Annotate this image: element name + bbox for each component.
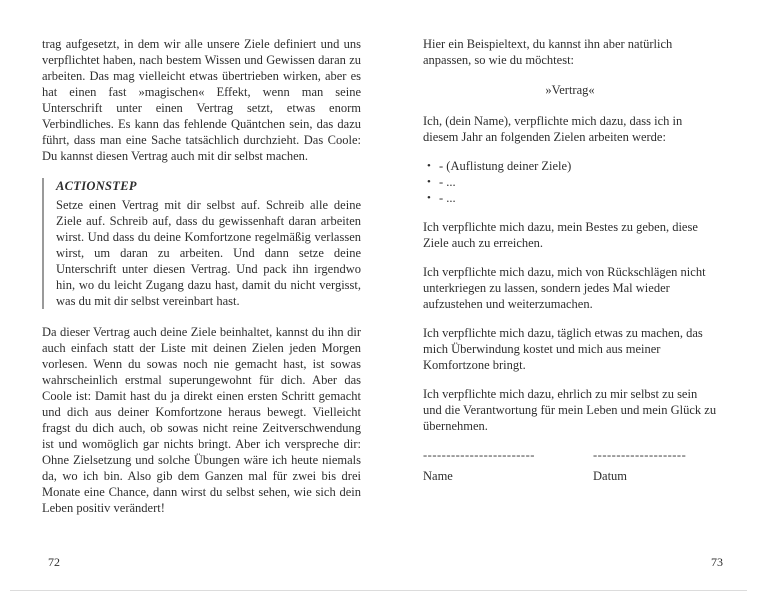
goal-item-text: - ... <box>439 175 456 189</box>
left-paragraph-2: Da dieser Vertrag auch deine Ziele beinhaltet, kannst du ihn dir auch einfach statt der Liste mit deinen Zielen jeden Morgen vorlesen. Wenn du sowas noch nie gemacht hast, ist sowas wahrscheinlich erstmal superungewohnt für dich. Aber das Coole ist: Damit hast du ja direkt einen ersten Schritt gemacht und dich aus deiner Komfortzone heraus bewegt. Vielleicht fragst du dich auch, ob sowas nicht reine Zeitverschwendung ist und womöglich gar nichts bringt. Aber ich verspreche dir: Ohne Zielsetzung und solche Übungen wäre ich heute niemals da, wo ich bin. Also gib dem Ganzen mal für zwei bis drei Monate eine Chance, dann wirst du selbst sehen, wie sich dein Leben positiv verändert! <box>42 325 361 515</box>
goal-item-text: - (Auflistung deiner Ziele) <box>439 159 572 173</box>
signature-name-column <box>423 447 593 484</box>
contract-paragraph-2: Ich verpflichte mich dazu, mein Bestes zu geben, diese Ziele auch zu erreichen. <box>423 220 698 250</box>
goal-list <box>423 158 717 206</box>
page-number-left: 72 <box>48 555 60 569</box>
signature-date-label: Datum <box>593 469 628 483</box>
contract-paragraph-5: Ich verpflichte mich dazu, ehrlich zu mir selbst zu sein und die Verantwortung für mein Leben und mein Glück zu übernehmen. <box>423 387 717 433</box>
list-item <box>427 190 717 206</box>
signature-date-column <box>593 447 717 484</box>
contract-paragraph-4: Ich verpflichte mich dazu, täglich etwas zu machen, das mich Überwindung kostet und mich aus meiner Komfortzone bringt. <box>423 326 703 372</box>
list-item <box>427 174 717 190</box>
bullet-icon: • <box>427 192 431 204</box>
actionstep-body: Setze einen Vertrag mit dir selbst auf. Schreib alle deine Ziele auf. Schreib auf, dass du gewissenhaft daran arbeiten wirst. Und dass du deine Komfortzone regelmäßig verlassen wirst, um daran zu arbeiten. Und dann setze deine Unterschrift unter diesen Vertrag. Und pack ihn irgendwo hin, wo du leicht Zugang dazu hast, damit du nicht vergisst, was du mit dir selbst vereinbart hast. <box>56 198 361 308</box>
right-intro: Hier ein Beispieltext, du kannst ihn aber natürlich anpassen, so wie du möchtest: <box>423 37 673 67</box>
bullet-icon: • <box>427 176 431 188</box>
signature-name-line: ------------------------ <box>423 448 535 462</box>
signature-date-line: -------------------- <box>593 448 687 462</box>
bullet-icon: • <box>427 160 431 172</box>
actionstep-box <box>42 178 361 309</box>
contract-paragraph-1: Ich, (dein Name), verpflichte mich dazu, dass ich in diesem Jahr an folgenden Zielen arbeiten werde: <box>423 114 683 144</box>
contract-paragraph-3: Ich verpflichte mich dazu, mich von Rückschlägen nicht unterkriegen zu lassen, sondern jedes Mal wieder aufzustehen und weiterzumachen. <box>423 265 706 311</box>
list-item <box>427 158 717 174</box>
signature-name-label: Name <box>423 469 453 483</box>
page-right <box>379 0 757 600</box>
left-paragraph-1: trag aufgesetzt, in dem wir alle unsere Ziele definiert und uns verpflichtet haben, nach bestem Wissen und Gewissen daran zu arbeiten. Das mag vielleicht etwas übertrieben wirken, aber es hat einen fast »magischen« Effekt, wenn man seine Unterschrift unter einen Vertrag setzt, etwas enorm Verbindliches. Es kann das fehlende Quäntchen sein, das dazu führt, dass man eine Sache tatsächlich durchzieht. Das Coole: Du kannst diesen Vertrag auch mit dir selbst machen. <box>42 37 361 163</box>
goal-item-text: - ... <box>439 191 456 205</box>
page-number-right: 73 <box>711 555 723 569</box>
page-bottom-edge <box>10 590 747 591</box>
actionstep-title: ACTIONSTEP <box>56 179 137 193</box>
contract-title: »Vertrag« <box>545 83 595 97</box>
signature-row <box>423 447 717 484</box>
